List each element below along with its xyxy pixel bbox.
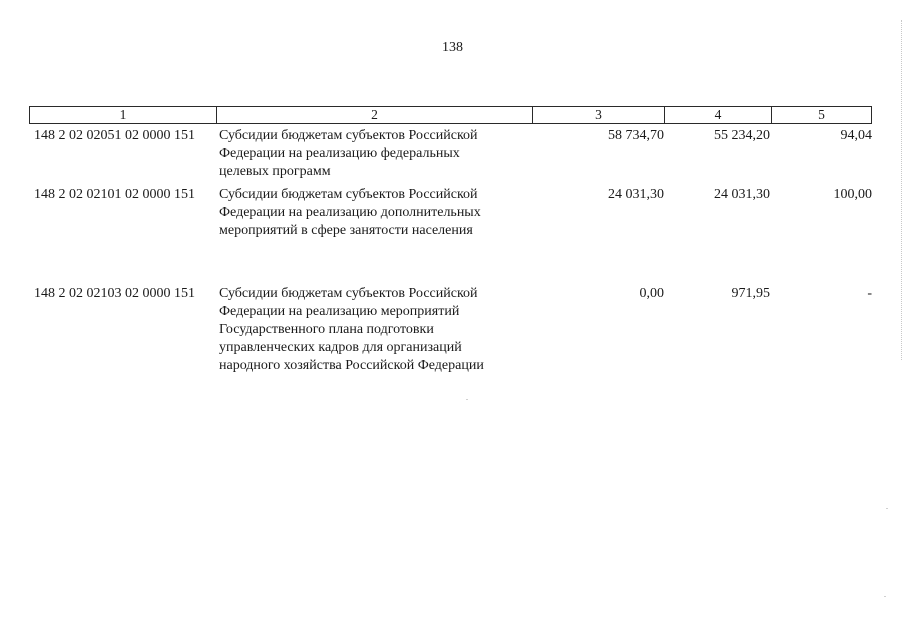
value-col4: 55 234,20 — [714, 128, 770, 143]
description-line: народного хозяйства Российской Федерации — [219, 358, 484, 373]
column-header-1: 1 — [30, 107, 217, 123]
page-number: 138 — [442, 40, 463, 55]
description-line: Федерации на реализацию федеральных — [219, 146, 460, 161]
budget-code: 148 2 02 02103 02 0000 151 — [34, 286, 195, 301]
description-line: Федерации на реализацию мероприятий — [219, 304, 460, 319]
description-line: управленческих кадров для организаций — [219, 340, 462, 355]
column-header-2: 2 — [217, 107, 533, 123]
description-line: Субсидии бюджетам субъектов Российской — [219, 187, 478, 202]
table-header-row — [29, 106, 872, 124]
column-header-4: 4 — [665, 107, 772, 123]
value-col3: 58 734,70 — [608, 128, 664, 143]
budget-code: 148 2 02 02101 02 0000 151 — [34, 187, 195, 202]
value-col4: 971,95 — [731, 286, 770, 301]
column-header-3: 3 — [533, 107, 665, 123]
description-line: Государственного плана подготовки — [219, 322, 434, 337]
scan-speck — [466, 399, 468, 400]
value-col5: - — [867, 286, 872, 301]
budget-code: 148 2 02 02051 02 0000 151 — [34, 128, 195, 143]
value-col3: 24 031,30 — [608, 187, 664, 202]
description-line: мероприятий в сфере занятости населения — [219, 223, 473, 238]
description-line: целевых программ — [219, 164, 331, 179]
scan-speck — [886, 508, 888, 509]
column-header-5: 5 — [818, 107, 825, 122]
item-description — [219, 186, 519, 240]
description-line: Субсидии бюджетам субъектов Российской — [219, 286, 478, 301]
scan-margin-artifact — [899, 20, 902, 360]
value-col5: 94,04 — [840, 128, 872, 143]
value-col3: 0,00 — [639, 286, 664, 301]
item-description — [219, 285, 519, 375]
value-col5: 100,00 — [833, 187, 872, 202]
description-line: Субсидии бюджетам субъектов Российской — [219, 128, 478, 143]
description-line: Федерации на реализацию дополнительных — [219, 205, 481, 220]
value-col4: 24 031,30 — [714, 187, 770, 202]
scan-speck — [884, 596, 886, 597]
item-description — [219, 127, 519, 181]
